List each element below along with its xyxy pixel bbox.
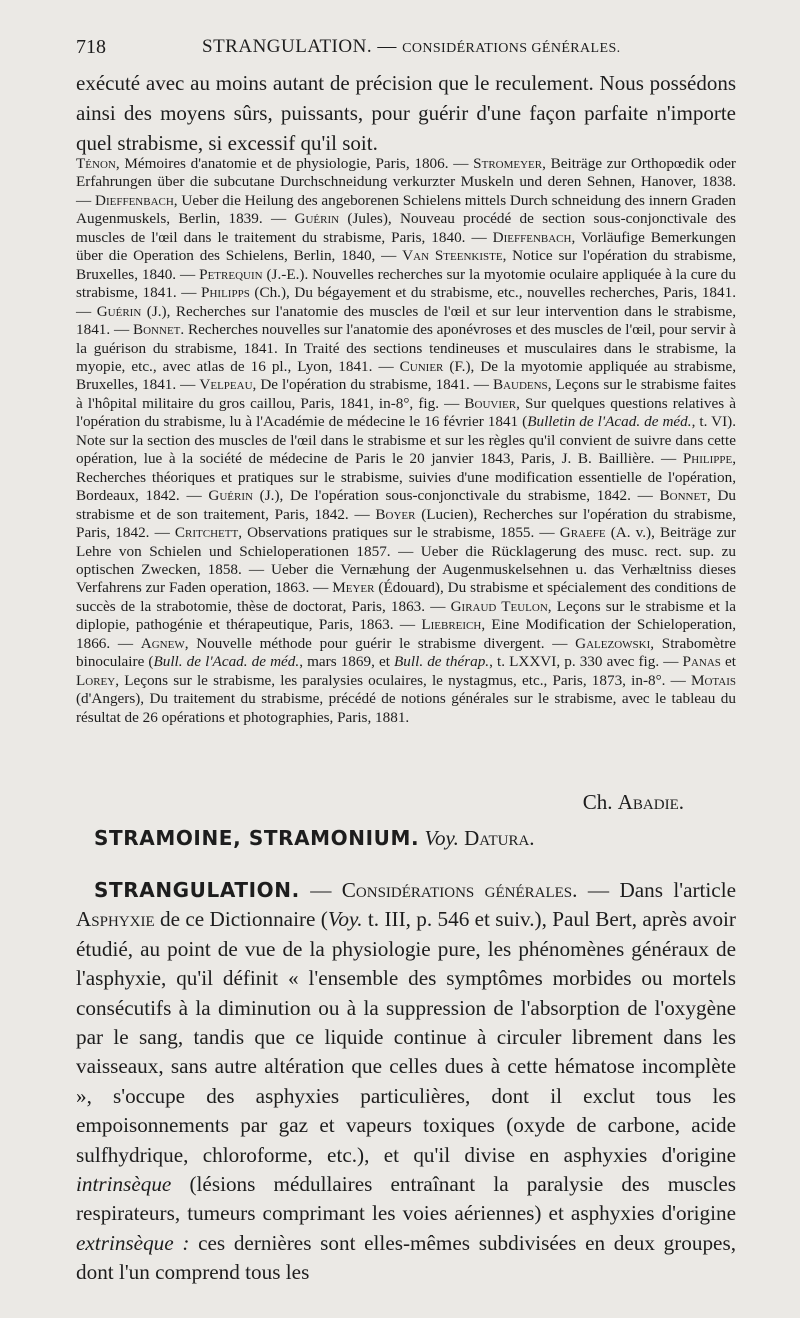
citation-text: , Vorläufige Bemerkungen über die Operation des Schielens, Berlin, 1840, — [76, 228, 736, 265]
running-head: STRANGULATION. — CONSIDÉRATIONS GÉNÉRALES. [202, 36, 621, 57]
citation-author: Bouvier [464, 394, 517, 412]
citation-text: , Notice sur l'opération du strabisme, Bruxelles, 1840. — [76, 247, 736, 283]
voy-label: Voy. [424, 826, 459, 850]
citation-journal: Bull. de l'Acad. de méd. [153, 653, 300, 671]
entry-subheading: Considérations générales. [341, 878, 578, 902]
citation-text: , t. LXXVI, p. 330 avec fig. — [489, 653, 683, 671]
citation-author: Giraud Teulon [450, 597, 548, 615]
citation-author: Panas [682, 653, 721, 671]
bibliography-paragraph [76, 155, 736, 727]
bibliography [76, 155, 736, 727]
citation-author: Dieffenbach [492, 228, 572, 246]
entry-headword: STRAMOINE, STRAMONIUM. [94, 826, 420, 850]
citation-author: Bonnet [659, 487, 707, 505]
citation-author: Petrequin [199, 265, 263, 283]
citation-text: (Lucien), Recherches sur l'opération du strabisme, Paris, 1842. — [76, 505, 736, 542]
citation-author: Guérin [208, 487, 253, 505]
entry-strangulation [76, 876, 736, 1288]
citation-text: (Jules), Nouveau procédé de section sous-conjonctivale des muscles de l'œil dans le traitement du strabisme, Paris, 1840. — [76, 210, 737, 246]
citation-text: (A. v.), Beiträge zur Lehre von Schielen und Schieloperationen 1857. — Ueber die Rücklagerung des musc. rect. sup. zu optischen Zwecken, 1858. — Ueber die Vernæhung der Augenmuskelsehnen u. das Verhæltniss dieses Verfahrens zur Faden operation, 1863. — [76, 524, 736, 597]
citation-text: , mars 1869, et [299, 653, 395, 671]
citation-text: , Recherches théoriques et pratiques sur le strabisme, suivies d'une modification essentielle de l'opération, Bordeaux, 1842. — [76, 450, 736, 505]
citation-author: Motais [690, 671, 736, 689]
citation-text: (J.), De l'opération sous-conjonctivale du strabisme, 1842. — [252, 487, 660, 505]
page-number: 718 [76, 36, 106, 58]
citation-text: (Ch.), Du bégayement et du strabisme, etc., nouvelles recherches, Paris, 1841. — [76, 284, 736, 320]
citation-author: Baudens [492, 376, 548, 394]
cross-reference: Asphyxie [76, 907, 155, 932]
citation-text: et [720, 653, 736, 671]
citation-author: Cunier [399, 357, 444, 375]
citation-text: , Ueber die Heilung des angeborenen Schielens mittels Durch schneidung des innern Graden Augenmuskels, Berlin, 1839. — [76, 191, 736, 228]
citation-author: Lorey [76, 671, 116, 689]
running-subtitle: CONSIDÉRATIONS GÉNÉRALES. [402, 41, 621, 56]
cross-reference: Datura. [464, 826, 535, 850]
citation-author: Boyer [375, 505, 416, 523]
citation-text: , Strabomètre binoculaire ( [76, 634, 736, 671]
citation-text: , Leçons sur le strabisme et la diplopie, pathogénie et thérapeutique, Paris, 1863. — [76, 597, 736, 634]
citation-author: Meyer [332, 579, 375, 597]
citation-text: (d'Angers), Du traitement du strabisme, précédé de notions générales sur le strabisme, avec le tableau du résultat de 26 opérations et photographies, Paris, 1881. [76, 690, 736, 726]
citation-text: , Observations pratiques sur le strabisme, 1855. — [238, 524, 560, 542]
signature-name: Abadie. [617, 790, 684, 814]
entry-paragraph: STRANGULATION. — Considérations générales. — Dans l'article Asphyxie de ce Dictionnaire (Voy. t. III, p. 546 et suiv.), Paul Bert, après avoir étudié, au point de vue de la physiologie pure, les phénomènes généraux de l'asphyxie, qu'il définit « l'ensemble des symptômes morbides ou mortels consécutifs à la diminution ou à la suppression de l'absorption de l'oxygène par le sang, tandis que ce liquide continue à circuler librement dans les vaisseaux, sans autre altération que celles dues à cette hématose incomplète », s'occupe des asphyxies particulières, dont il exclut tous les empoisonnements par gaz et vapeurs toxiques (oxyde de carbone, acide sulfhydrique, chloroforme, etc.), et qu'il divise en asphyxies d'origine intrinsèque (lésions médullaires entraînant la paralysie des muscles respirateurs, tumeurs comprimant les voies aériennes) et asphyxies d'origine extrinsèque : ces dernières sont elles-mêmes subdivisées en deux groupes, dont l'un comprend tous les [76, 878, 737, 1285]
citation-author: Ténon [76, 155, 116, 172]
citation-text: , Nouvelle méthode pour guérir le strabisme divergent. — [184, 634, 576, 652]
citation-author: Guérin [96, 302, 142, 320]
entry-headword: STRANGULATION. [94, 878, 300, 902]
citation-text: , De l'opération du strabisme, 1841. — [252, 376, 493, 394]
citation-text: , Eine Modification der Schieloperation, 1866. — [76, 616, 737, 652]
citation-author: Stromeyer [473, 155, 543, 172]
citation-journal: Bull. de thérap. [394, 653, 490, 671]
running-title: STRANGULATION. [202, 36, 373, 57]
citation-text: . Recherches nouvelles sur l'anatomie des aponévroses et des muscles de l'œil, pour servir à la guérison du strabisme, 1841. In Traité des sections tendineuses et musculaires dans le strabisme, la myopie, etc., avec atlas de 16 pl., Lyon, 1841. — [76, 321, 737, 375]
citation-text: (J.), Recherches sur l'anatomie des muscles de l'œil et sur leur intervention dans le strabisme, 1841. — [76, 302, 736, 339]
citation-author: Velpeau [199, 376, 253, 394]
citation-author: Critchett [174, 524, 239, 542]
citation-author: Philipps [201, 284, 250, 302]
author-signature: Ch. Abadie. [582, 790, 684, 814]
citation-text: , Sur quelques questions relatives à l'opération du strabisme, lu à l'Académie de médecine le 16 février 1841 ( [76, 394, 736, 431]
citation-text: , t. VI). Note sur la section des muscles de l'œil dans le strabisme et sur les règles qu'il convient de suivre dans cette opération, lue à la société de médecine de Paris le 20 janvier 1843, Paris, J. B. Baillière. — [76, 413, 737, 468]
citation-author: Agnew [140, 634, 185, 652]
citation-author: Galezowski [575, 634, 651, 652]
citation-author: Van Steenkiste [402, 247, 503, 265]
citation-author: Dieffenbach [94, 191, 174, 209]
citation-author: Philippe [682, 450, 733, 468]
citation-journal: Bulletin de l'Acad. de méd. [527, 413, 692, 431]
page-header [76, 36, 736, 62]
continuation-paragraph: exécuté avec au moins autant de précision que le reculement. Nous possédons ainsi des moyens sûrs, puissants, pour guérir d'une façon parfaite n'importe quel strabisme, si excessif qu'il soit. [76, 71, 736, 155]
citation-text: (J.-E.). Nouvelles recherches sur la myotomie oculaire appliquée à la cure du strabisme, 1841. — [76, 265, 736, 302]
citation-text: , Beiträge zur Orthopœdik oder Erfahrungen über die subcutane Durchschneidung verkurzter Muskeln und deren Sehnen, Hanover, 1838. — [76, 155, 736, 209]
citation-text: (Édouard), Du strabisme et spécialement des conditions de succès de la strabotomie, thèse de doctorat, Paris, 1863. — [76, 579, 737, 615]
citation-text: , Mémoires d'anatomie et de physiologie, Paris, 1806. — [115, 155, 474, 172]
citation-author: Graefe [559, 524, 606, 542]
entry-stramoine [94, 826, 535, 851]
citation-author: Guérin [294, 210, 340, 228]
citation-author: Liebreich [421, 616, 482, 634]
citation-author: Bonnet [132, 321, 181, 339]
citation-text: (F.), De la myotomie appliquée au strabisme, Bruxelles, 1841. — [76, 357, 736, 394]
citation-text: , Du strabisme et de son traitement, Paris, 1842. — [76, 487, 737, 523]
citation-text: , Leçons sur le strabisme, les paralysies oculaires, le nystagmus, etc., Paris, 1873, in-8°. — [115, 671, 691, 689]
citation-text: , Leçons sur le strabisme faites à l'hôpital militaire du gros caillou, Paris, 1841, in-8°, fig. — [76, 376, 736, 412]
